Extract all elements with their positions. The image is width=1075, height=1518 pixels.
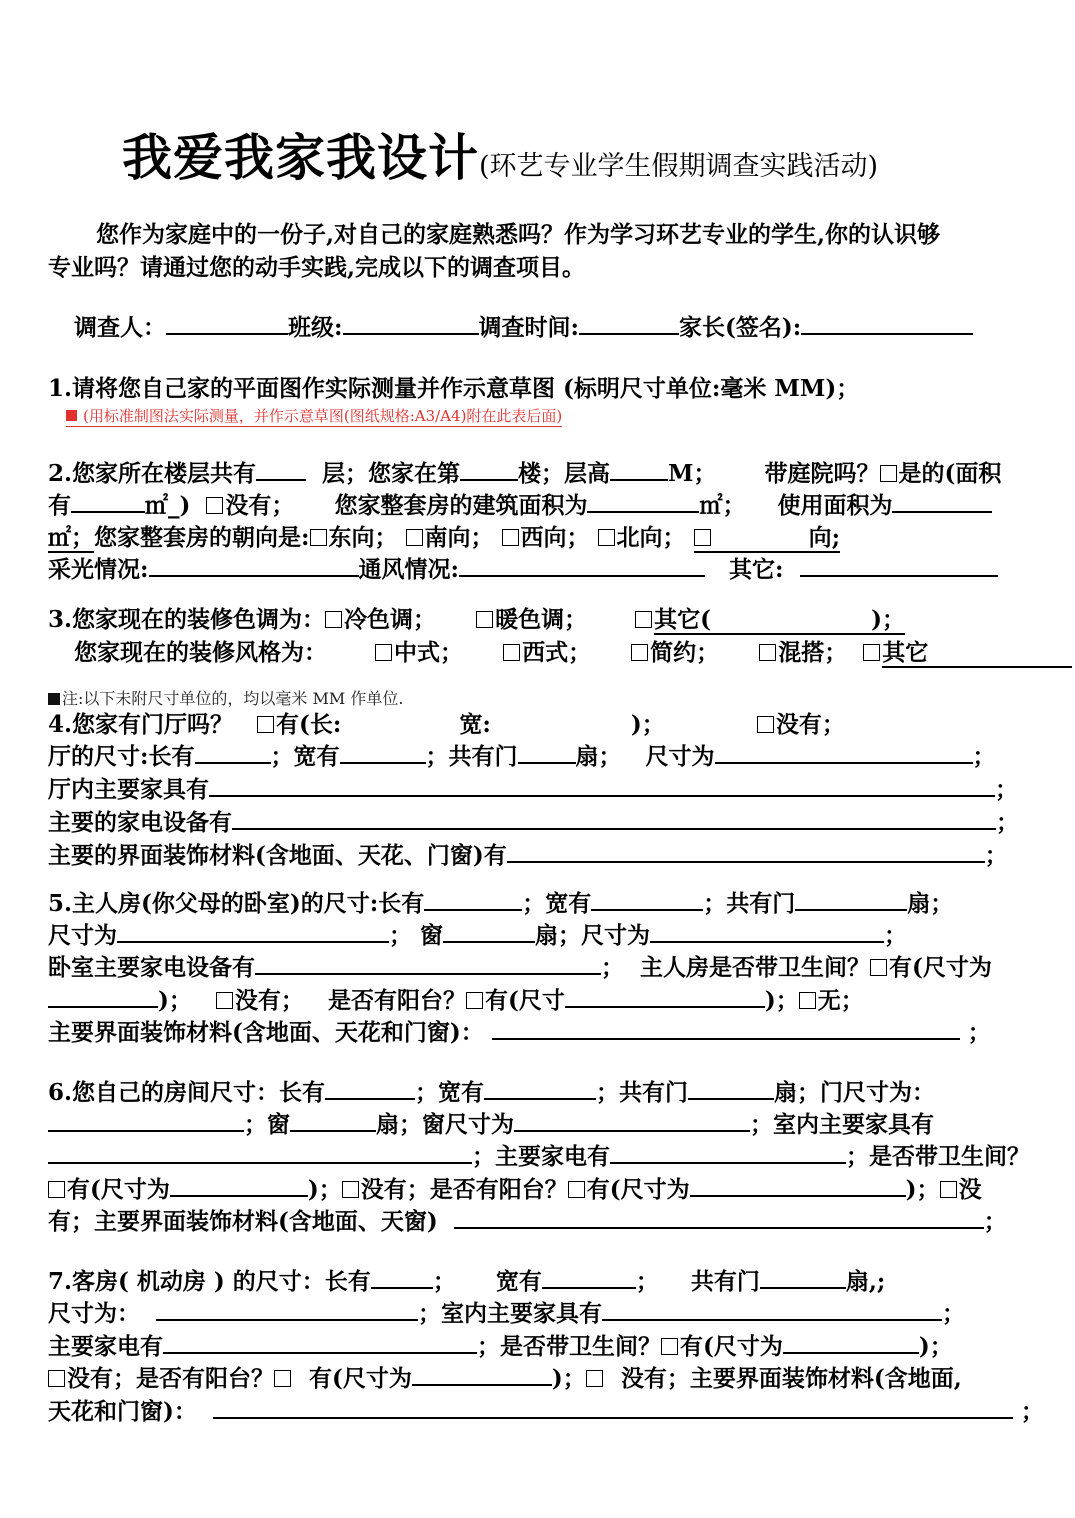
q5-line-5 <box>48 1017 991 1049</box>
q2-area-label: 有 <box>48 492 71 519</box>
q6-length-field[interactable] <box>325 1078 415 1100</box>
q4-width-label2: ；宽有 <box>270 743 340 770</box>
checkbox-icon[interactable] <box>635 611 652 628</box>
q6-width-label: ；宽有 <box>415 1079 485 1106</box>
q6-bathroom-label: ；是否带卫生间？ <box>846 1143 1030 1170</box>
q2-north: 北向； <box>616 524 686 551</box>
checkbox-icon[interactable] <box>274 1370 291 1387</box>
q6-material-label: 有；主要界面装饰材料(含地面、天窗) <box>48 1208 438 1235</box>
q7-line-5 <box>48 1396 1044 1428</box>
q7-line-3 <box>48 1331 953 1363</box>
q4-semicolon: ； <box>996 809 1019 836</box>
q6-balcony-yes: 有(尺寸为 <box>586 1176 690 1203</box>
q5-no-balcony: 无； <box>817 987 864 1014</box>
checkbox-icon[interactable] <box>799 992 816 1009</box>
q2-other-direction[interactable] <box>694 524 841 553</box>
q2-line-1 <box>48 458 1001 490</box>
q2-area-unit: ㎡_) <box>145 492 191 519</box>
q4-semicolon: ； <box>972 743 996 770</box>
q4-appliance-field[interactable] <box>232 808 996 830</box>
q7-line-1 <box>48 1266 885 1298</box>
q6-line-4 <box>48 1174 982 1206</box>
q4-line-4 <box>48 807 1019 839</box>
checkbox-icon[interactable] <box>694 529 711 546</box>
q2-direction-suffix: 向; <box>808 524 841 551</box>
q7-length-field[interactable] <box>371 1267 433 1289</box>
q4-furniture-label: 厅内主要家具有 <box>48 776 209 803</box>
checkbox-icon[interactable] <box>568 1181 585 1198</box>
q5-length-field[interactable] <box>424 889 522 911</box>
q3-other-style[interactable] <box>882 639 1072 668</box>
q6-close2: )； <box>905 1176 940 1203</box>
q7-line-4 <box>48 1363 962 1395</box>
q7-close2: )； <box>551 1365 586 1392</box>
q2-lighting-field[interactable] <box>149 555 359 577</box>
investigator-field[interactable] <box>166 313 288 335</box>
unit-note-text: 注:以下未附尺寸单位的，均以毫米 MM 作单位. <box>62 689 404 708</box>
q3-other-color[interactable] <box>654 606 905 635</box>
q3-warm: 暖色调； <box>495 606 588 633</box>
checkbox-icon[interactable] <box>375 644 392 661</box>
red-square-icon <box>66 410 77 421</box>
q5-line-4 <box>48 985 864 1017</box>
q7-line-2 <box>48 1298 965 1330</box>
q6-appliance-label: ；主要家电有 <box>472 1143 610 1170</box>
q2-height-label: 楼；层高 <box>518 460 611 487</box>
q5-appliance-label: 卧室主要家电设备有 <box>48 954 255 981</box>
investigator-label: 调查人： <box>74 314 166 341</box>
q6-material-field[interactable] <box>454 1207 984 1229</box>
checkbox-icon[interactable] <box>598 529 615 546</box>
q5-bathroom-label: 主人房是否带卫生间？ <box>640 954 871 981</box>
q5-semicolon: ； <box>967 1019 991 1046</box>
q5-balcony-size-field[interactable] <box>565 986 765 1008</box>
q7-furniture-field[interactable] <box>602 1299 942 1321</box>
q2-west: 西向； <box>520 524 590 551</box>
q2-line-3 <box>48 522 840 554</box>
class-label: 班级: <box>288 314 343 341</box>
q3-chinese: 中式； <box>394 639 464 666</box>
q6-furniture-label: ；室内主要家具有 <box>750 1111 934 1138</box>
q6-line-2 <box>48 1109 934 1141</box>
q7-appliance-field[interactable] <box>163 1332 477 1354</box>
checkbox-icon[interactable] <box>759 644 776 661</box>
checkbox-icon[interactable] <box>466 992 483 1009</box>
q7-material-label2: 天花和门窗)： <box>48 1398 197 1425</box>
checkbox-icon[interactable] <box>863 644 880 661</box>
q5-material-label: 主要界面装饰材料(含地面、天花和门窗)： <box>48 1019 484 1046</box>
q5-width-field[interactable] <box>591 889 703 911</box>
q4-size-label: 尺寸为 <box>645 743 715 770</box>
q7-bathroom-yes: 有(尺寸为 <box>680 1333 783 1360</box>
q7-material-label: 没有；主要界面装饰材料(含地面, <box>620 1365 962 1392</box>
checkbox-icon[interactable] <box>216 992 233 1009</box>
q5-line-3 <box>48 952 992 984</box>
checkbox-icon[interactable] <box>48 1370 65 1387</box>
q6-window-size-field[interactable] <box>514 1110 750 1132</box>
q2-other-field[interactable] <box>800 555 998 577</box>
q5-balcony-label: 是否有阳台？ <box>327 987 466 1014</box>
checkbox-icon[interactable] <box>476 611 493 628</box>
q5-line-1 <box>48 888 953 920</box>
q5-bathroom-yes: 有(尺寸为 <box>889 954 992 981</box>
q5-bathroom-size-field[interactable] <box>48 986 158 1008</box>
q3-other-end: )； <box>871 606 906 633</box>
q6-door-size-label: 扇；门尺寸为： <box>774 1079 936 1106</box>
q7-width-field[interactable] <box>542 1267 636 1289</box>
q6-window-field[interactable] <box>290 1110 376 1132</box>
q5-semicolon: ； <box>884 922 908 949</box>
q5-size-label: 尺寸为 <box>48 922 117 949</box>
parent-signature-field[interactable] <box>801 313 973 335</box>
time-label: 调查时间: <box>478 314 579 341</box>
time-field[interactable] <box>579 313 679 335</box>
q7-length-label: 7.客房( 机动房 ) 的尺寸：长有 <box>48 1268 371 1295</box>
q6-doors-field[interactable] <box>688 1078 774 1100</box>
checkbox-icon[interactable] <box>257 716 274 733</box>
q2-south: 南向； <box>424 524 494 551</box>
q4-doors-unit: 扇； <box>575 743 622 770</box>
intro-line-1: 您作为家庭中的一份子,对自己的家庭熟悉吗？作为学习环艺专业的学生,你的认识够 <box>96 221 941 248</box>
q5-size-field[interactable] <box>117 921 389 943</box>
checkbox-icon[interactable] <box>342 1181 359 1198</box>
q7-semicolon: ； <box>1020 1398 1044 1425</box>
checkbox-icon[interactable] <box>310 529 327 546</box>
q4-material-field[interactable] <box>507 841 985 863</box>
q1-note <box>66 406 562 427</box>
checkbox-icon[interactable] <box>631 644 648 661</box>
checkbox-icon[interactable] <box>940 1181 957 1198</box>
q6-line-3 <box>48 1141 1030 1173</box>
q2-other-label: 其它: <box>729 556 784 583</box>
q6-furniture-field[interactable] <box>48 1142 472 1164</box>
q7-balcony-size-field[interactable] <box>412 1364 552 1386</box>
q4-hall-label: 4.您家有门厅吗？ <box>48 711 234 738</box>
q5-balcony-yes: 有(尺寸 <box>484 987 565 1014</box>
q6-no-label: 没 <box>958 1176 982 1203</box>
q2-line-4 <box>48 554 998 586</box>
q6-bathroom-size-field[interactable] <box>170 1175 308 1197</box>
q7-balcony-yes: 有(尺寸为 <box>309 1365 412 1392</box>
q3-western: 西式； <box>522 639 592 666</box>
q4-appliance-label: 主要的家电设备有 <box>48 809 232 836</box>
q5-doors-label: ；共有门 <box>703 890 796 917</box>
checkbox-icon[interactable] <box>586 1370 603 1387</box>
checkbox-icon[interactable] <box>502 529 519 546</box>
q2-building-area-field[interactable] <box>587 491 699 513</box>
q6-appliance-field[interactable] <box>610 1142 846 1164</box>
q4-line-5 <box>48 840 1008 872</box>
q4-hall-width-field[interactable] <box>340 742 426 764</box>
checkbox-icon[interactable] <box>880 465 897 482</box>
q6-semicolon: ； <box>983 1208 1007 1235</box>
q4-width-label: 宽: <box>459 711 491 738</box>
title-row <box>122 118 878 190</box>
checkbox-icon[interactable] <box>406 529 423 546</box>
q2-height-unit: M； <box>668 460 717 487</box>
q4-size-field[interactable] <box>715 742 973 764</box>
q5-window-size-field[interactable] <box>650 921 884 943</box>
q3-simple: 简约； <box>650 639 720 666</box>
q5-doors-unit: 扇； <box>907 890 954 917</box>
q2-building-area-unit: ㎡； <box>699 492 746 519</box>
q2-usable-area-field[interactable] <box>892 491 992 513</box>
unit-note <box>48 686 403 709</box>
q3-other-style-label: 其它 <box>882 639 929 666</box>
q4-furniture-field[interactable] <box>209 775 995 797</box>
q2-line-2 <box>48 490 992 522</box>
q4-hall-length-field[interactable] <box>195 742 271 764</box>
q7-bathroom-size-field[interactable] <box>783 1332 919 1354</box>
q4-line-1 <box>48 709 845 741</box>
q6-door-size-field[interactable] <box>48 1110 244 1132</box>
q6-line-5 <box>48 1206 1007 1238</box>
checkbox-icon[interactable] <box>661 1338 678 1355</box>
q2-usable-area-label: 使用面积为 <box>777 492 893 519</box>
q2-orientation-label: 您家整套房的朝向是: <box>94 524 310 551</box>
q7-close: )； <box>918 1333 953 1360</box>
q6-close: )； <box>307 1176 342 1203</box>
q7-size-field[interactable] <box>156 1299 418 1321</box>
q4-close: )； <box>630 711 665 738</box>
q4-semicolon: ； <box>984 842 1008 869</box>
q4-length-label: 厅的尺寸:长有 <box>48 743 195 770</box>
q6-bathroom-yes: 有(尺寸为 <box>67 1176 170 1203</box>
q4-material-label: 主要的界面装饰材料(含地面、天花、门窗)有 <box>48 842 507 869</box>
q4-yes-length: 有(长: <box>276 711 342 738</box>
intro-line-2: 专业吗？请通过您的动手实践,完成以下的调查项目。 <box>48 254 586 281</box>
q5-window-size-label: 扇；尺寸为 <box>535 922 651 949</box>
q2-lighting-label: 采光情况: <box>48 556 149 583</box>
q2-building-area-label: 您家整套房的建筑面积为 <box>334 492 588 519</box>
q5-window-label: 窗 <box>420 922 444 949</box>
q5-appliance-field[interactable] <box>255 953 601 975</box>
checkbox-icon[interactable] <box>870 959 887 976</box>
q7-size-label: 尺寸为： <box>48 1300 140 1327</box>
q2-courtyard-yes: 是的(面积 <box>898 460 1002 487</box>
q5-no-bathroom: 没有； <box>234 987 304 1014</box>
q2-floors-label: 2.您家所在楼层共有 <box>48 460 257 487</box>
q5-semicolon: ； <box>389 922 412 949</box>
q3-color-label: 3.您家现在的装修色调为： <box>48 606 326 633</box>
q6-balcony-label: 没有；是否有阳台？ <box>360 1176 568 1203</box>
q4-doors-field[interactable] <box>518 742 576 764</box>
q4-semicolon: ； <box>995 776 1018 803</box>
page-title: 我爱我家我设计 <box>122 129 479 187</box>
q1-note-text: (用标准制图法实际测量，并作示意草图(图纸规格:A3/A4)附在此表后面) <box>83 407 563 425</box>
q7-furniture-label: ；室内主要家具有 <box>418 1300 603 1327</box>
q5-material-field[interactable] <box>492 1018 960 1040</box>
q7-material-field[interactable] <box>213 1397 1013 1419</box>
q7-width-label: 宽有 <box>495 1268 542 1295</box>
q4-no: 没有； <box>775 711 845 738</box>
q5-window-field[interactable] <box>443 921 535 943</box>
q2-ventilation-field[interactable] <box>459 555 705 577</box>
q2-ventilation-label: 通风情况: <box>358 556 459 583</box>
q6-window-label: ；窗 <box>244 1111 290 1138</box>
q3-line-1 <box>48 604 905 636</box>
page-subtitle: (环艺专业学生假期调查实践活动) <box>479 151 879 182</box>
checkbox-icon[interactable] <box>48 1181 65 1198</box>
checkbox-icon[interactable] <box>206 497 223 514</box>
q2-height-field[interactable] <box>610 459 668 481</box>
checkbox-icon[interactable] <box>325 611 342 628</box>
q2-floor-field[interactable] <box>460 459 518 481</box>
q3-cold: 冷色调； <box>344 606 437 633</box>
q2-courtyard-label: 带庭院吗？ <box>764 460 880 487</box>
q2-floors-field[interactable] <box>256 459 306 481</box>
q7-doors-unit: 扇,; <box>845 1268 886 1295</box>
q2-usable-area-unit: ㎡； <box>48 524 94 551</box>
q5-semicolon: ； <box>601 954 624 981</box>
class-field[interactable] <box>343 313 479 335</box>
q6-line-1 <box>48 1077 935 1109</box>
q4-doors-label: ；共有门 <box>425 743 518 770</box>
q6-window-size-label: 扇；窗尺寸为 <box>376 1111 514 1138</box>
q7-bathroom-label: ；是否带卫生间？ <box>477 1333 661 1360</box>
checkbox-icon[interactable] <box>503 644 520 661</box>
black-square-icon <box>48 693 60 705</box>
q5-doors-field[interactable] <box>795 889 907 911</box>
q7-balcony-label: 没有；是否有阳台？ <box>67 1365 274 1392</box>
q7-semicolon: ； <box>942 1300 966 1327</box>
q5-width-label: ；宽有 <box>522 890 592 917</box>
q2-floor-label: 层；您家在第 <box>322 460 461 487</box>
q7-doors-field[interactable] <box>760 1267 846 1289</box>
q6-doors-label: ；共有门 <box>596 1079 689 1106</box>
q4-line-3 <box>48 774 1018 806</box>
info-row <box>74 312 973 344</box>
q1-text: 1.请将您自己家的平面图作实际测量并作示意草图 (标明尺寸单位:毫米 MM)； <box>48 375 860 402</box>
q5-close: )； <box>158 987 192 1014</box>
q7-semicolon: ； <box>432 1268 456 1295</box>
q6-balcony-size-field[interactable] <box>690 1175 906 1197</box>
q7-appliance-label: 主要家电有 <box>48 1333 163 1360</box>
parent-label: 家长(签名): <box>679 314 802 341</box>
q6-length-label: 6.您自己的房间尺寸：长有 <box>48 1079 326 1106</box>
q3-style-label: 您家现在的装修风格为： <box>74 639 327 666</box>
q2-courtyard-area-field[interactable] <box>71 491 145 513</box>
q2-no-courtyard: 没有； <box>225 492 295 519</box>
q3-line-2 <box>74 637 1072 669</box>
q5-line-2 <box>48 920 907 952</box>
q5-close2: )； <box>764 987 799 1014</box>
q6-width-field[interactable] <box>484 1078 596 1100</box>
q3-other-label: 其它( <box>654 606 711 633</box>
checkbox-icon[interactable] <box>757 716 774 733</box>
q7-semicolon: ； <box>635 1268 659 1295</box>
q7-doors-label: 共有门 <box>690 1268 760 1295</box>
q4-line-2 <box>48 741 996 773</box>
q2-east: 东向； <box>328 524 398 551</box>
q3-mixed: 混搭； <box>778 639 848 666</box>
q5-length-label: 5.主人房(你父母的卧室)的尺寸:长有 <box>48 890 425 917</box>
